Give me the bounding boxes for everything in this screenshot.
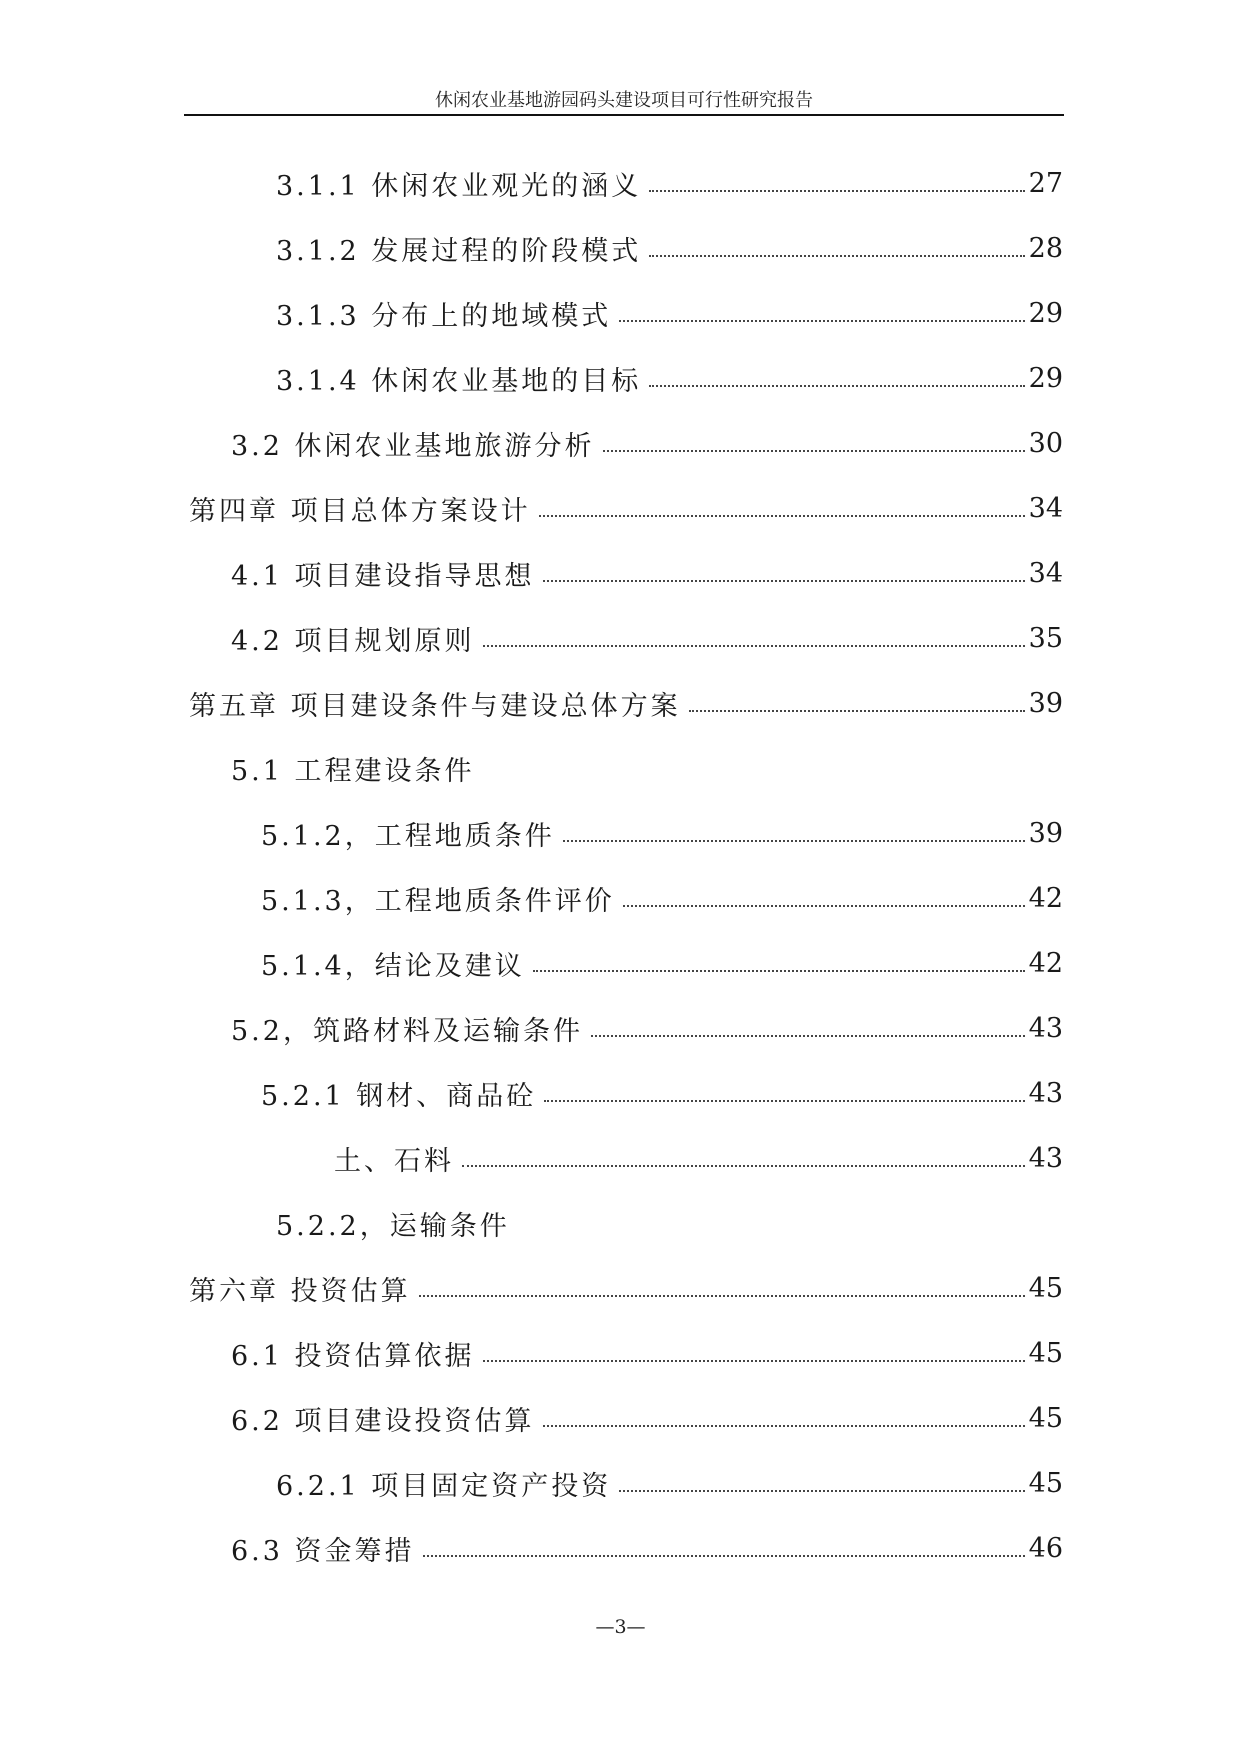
toc-entry[interactable] — [189, 683, 1063, 723]
toc-entry[interactable] — [276, 163, 1063, 203]
dot-leader — [533, 970, 1025, 972]
toc-entry-title: 3.1.3 分布上的地域模式 — [276, 300, 612, 332]
toc-entry[interactable] — [276, 293, 1063, 333]
toc-entry-title: 5.2.2，运输条件 — [276, 1210, 510, 1242]
toc-entry-title: 5.1 工程建设条件 — [231, 755, 475, 787]
toc-entry-page: 34 — [1028, 492, 1063, 524]
toc-entry-title: 5.2，筑路材料及运输条件 — [231, 1015, 583, 1047]
toc-entry[interactable] — [231, 1333, 1063, 1373]
toc-entry[interactable] — [189, 488, 1063, 528]
toc-entry[interactable] — [261, 813, 1063, 853]
toc-entry-title: 6.2 项目建设投资估算 — [231, 1405, 535, 1437]
toc-entry[interactable] — [261, 878, 1063, 918]
toc-entry[interactable] — [231, 1398, 1063, 1438]
toc-entry[interactable] — [231, 618, 1063, 658]
toc-entry-title: 3.1.2 发展过程的阶段模式 — [276, 235, 642, 267]
toc-entry-title: 3.1.1 休闲农业观光的涵义 — [276, 170, 642, 202]
dot-leader — [649, 385, 1024, 387]
toc-entry[interactable] — [276, 1203, 510, 1243]
toc-entry-page: 45 — [1028, 1337, 1063, 1369]
toc-entry-page: 45 — [1028, 1467, 1063, 1499]
toc-entry-title: 第五章 项目建设条件与建设总体方案 — [189, 690, 681, 722]
page-header-title: 休闲农业基地游园码头建设项目可行性研究报告 — [435, 90, 813, 111]
dot-leader — [483, 1360, 1025, 1362]
toc-entry-title: 第六章 投资估算 — [189, 1275, 411, 1307]
toc-entry[interactable] — [261, 1073, 1063, 1113]
toc-entry-page: 29 — [1028, 297, 1063, 329]
dot-leader — [619, 1490, 1024, 1492]
toc-entry-title: 5.1.4，结论及建议 — [261, 950, 525, 982]
toc-entry[interactable] — [231, 1008, 1063, 1048]
toc-entry-title: 4.2 项目规划原则 — [231, 625, 475, 657]
toc-entry-title: 第四章 项目总体方案设计 — [189, 495, 531, 527]
toc-entry-page: 46 — [1028, 1532, 1063, 1564]
toc-entry[interactable] — [231, 423, 1063, 463]
dot-leader — [419, 1295, 1025, 1297]
toc-entry-page: 39 — [1028, 817, 1063, 849]
dot-leader — [619, 320, 1024, 322]
dot-leader — [539, 515, 1025, 517]
toc-entry-page: 35 — [1028, 622, 1063, 654]
toc-entry-page: 39 — [1028, 687, 1063, 719]
toc-entry[interactable] — [231, 553, 1063, 593]
toc-entry-page: 29 — [1028, 362, 1063, 394]
dot-leader — [591, 1035, 1025, 1037]
toc-entry-page: 43 — [1028, 1077, 1063, 1109]
toc-entry-title: 5.2.1 钢材、商品砼 — [261, 1080, 537, 1112]
toc-entry[interactable] — [189, 1268, 1063, 1308]
toc-entry-title: 4.1 项目建设指导思想 — [231, 560, 535, 592]
toc-entry-title: 5.1.3，工程地质条件评价 — [261, 885, 615, 917]
toc-entry-title: 3.1.4 休闲农业基地的目标 — [276, 365, 642, 397]
toc-entry-title: 土、石料 — [334, 1145, 454, 1177]
toc-entry[interactable] — [276, 358, 1063, 398]
toc-entry[interactable] — [276, 228, 1063, 268]
dot-leader — [623, 905, 1025, 907]
page-number: —3— — [595, 1616, 646, 1638]
toc-entry[interactable] — [231, 748, 475, 788]
toc-entry-page: 45 — [1028, 1272, 1063, 1304]
toc-entry-title: 6.1 投资估算依据 — [231, 1340, 475, 1372]
toc-entry-title: 6.2.1 项目固定资产投资 — [276, 1470, 612, 1502]
dot-leader — [689, 710, 1025, 712]
toc-entry-page: 34 — [1028, 557, 1063, 589]
toc-entry[interactable] — [231, 1528, 1063, 1568]
toc-entry-page: 27 — [1028, 167, 1063, 199]
dot-leader — [423, 1555, 1025, 1557]
toc-entry-title: 3.2 休闲农业基地旅游分析 — [231, 430, 595, 462]
dot-leader — [563, 840, 1025, 842]
toc-entry[interactable] — [261, 943, 1063, 983]
dot-leader — [649, 255, 1024, 257]
dot-leader — [462, 1165, 1025, 1167]
dot-leader — [649, 190, 1024, 192]
toc-entry-page: 28 — [1028, 232, 1063, 264]
toc-entry-page: 42 — [1028, 882, 1063, 914]
toc-entry[interactable] — [334, 1138, 1063, 1178]
toc-entry-page: 30 — [1028, 427, 1063, 459]
toc-entry-page: 43 — [1028, 1012, 1063, 1044]
dot-leader — [543, 580, 1025, 582]
toc-entry-title: 6.3 资金筹措 — [231, 1535, 415, 1567]
toc-entry-page: 43 — [1028, 1142, 1063, 1174]
toc-entry[interactable] — [276, 1463, 1063, 1503]
toc-entry-page: 42 — [1028, 947, 1063, 979]
dot-leader — [544, 1100, 1024, 1102]
dot-leader — [603, 450, 1025, 452]
toc-entry-title: 5.1.2，工程地质条件 — [261, 820, 555, 852]
dot-leader — [483, 645, 1025, 647]
dot-leader — [543, 1425, 1025, 1427]
toc-entry-page: 45 — [1028, 1402, 1063, 1434]
